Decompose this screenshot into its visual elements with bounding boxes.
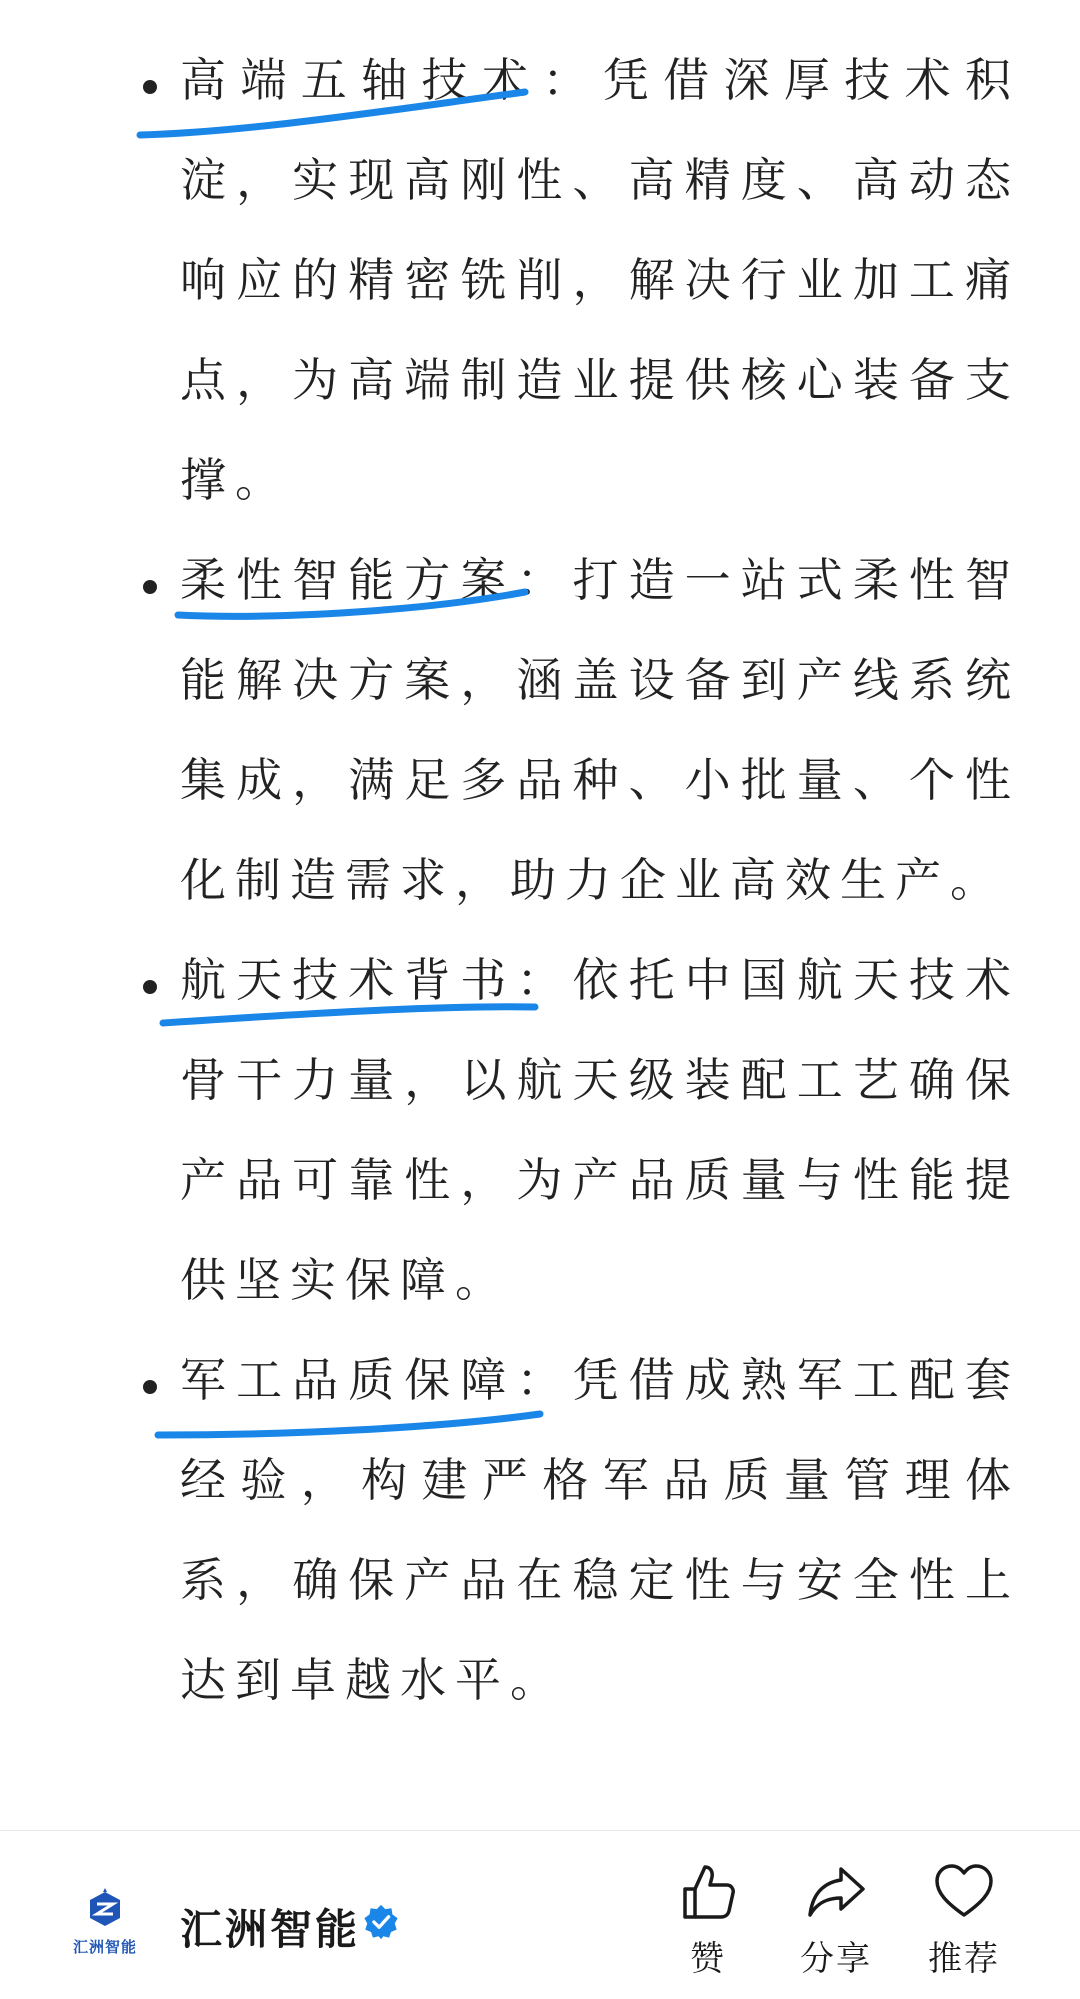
bottom-action-bar — [0, 1830, 1080, 1999]
bullet-dot — [143, 980, 157, 994]
list-item-body: 凭借深厚技术积淀，实现高刚性、高精度、高动态响应的精密铣削，解决行业加工痛点，为高端制造业提供核心装备支撑。 — [180, 53, 1021, 507]
list-item-text — [180, 30, 1020, 530]
list-item-body: 依托中国航天技术骨干力量，以航天级装配工艺确保产品可靠性，为产品质量与性能提供坚实保障。 — [180, 953, 1020, 1307]
list-item-body: 凭借成熟军工配套经验，构建严格军品质量管理体系，确保产品在稳定性与安全性上达到卓越水平。 — [180, 1353, 1020, 1707]
share-button[interactable] — [776, 1861, 896, 1991]
share-arrow-icon — [805, 1861, 867, 1923]
recommend-label: 推荐 — [928, 1939, 1000, 1979]
list-item-heading: 航天技术背书： — [180, 953, 573, 1007]
list-item-body: 打造一站式柔性智能解决方案，涵盖设备到产线系统集成，满足多品种、小批量、个性化制造需求，助力企业高效生产。 — [180, 553, 1020, 907]
list-item-heading: 军工品质保障： — [180, 1353, 573, 1407]
list-item-heading: 柔性智能方案： — [180, 553, 573, 607]
list-item — [0, 530, 1080, 930]
list-item-text — [180, 530, 1020, 930]
thumbs-up-icon — [677, 1861, 739, 1923]
list-item — [0, 1330, 1080, 1730]
list-item-heading: 高端五轴技术： — [180, 53, 603, 107]
like-label: 赞 — [690, 1939, 726, 1979]
share-label: 分享 — [800, 1939, 872, 1979]
account-name[interactable]: 汇洲智能 — [180, 1905, 361, 1954]
recommend-button[interactable] — [904, 1861, 1024, 1991]
list-item-text — [180, 930, 1020, 1330]
brand-logo-icon — [60, 1886, 150, 1934]
like-button[interactable] — [648, 1861, 768, 1991]
bullet-dot — [143, 80, 157, 94]
bullet-dot — [143, 580, 157, 594]
account-avatar[interactable] — [60, 1886, 150, 1956]
bullet-dot — [143, 1380, 157, 1394]
list-item — [0, 30, 1080, 507]
list-item — [0, 930, 1080, 1330]
brand-logo-text: 汇洲智能 — [72, 1938, 137, 1956]
verified-badge-icon — [362, 1903, 400, 1941]
list-item-text — [180, 1330, 1020, 1730]
heart-icon — [933, 1861, 995, 1923]
